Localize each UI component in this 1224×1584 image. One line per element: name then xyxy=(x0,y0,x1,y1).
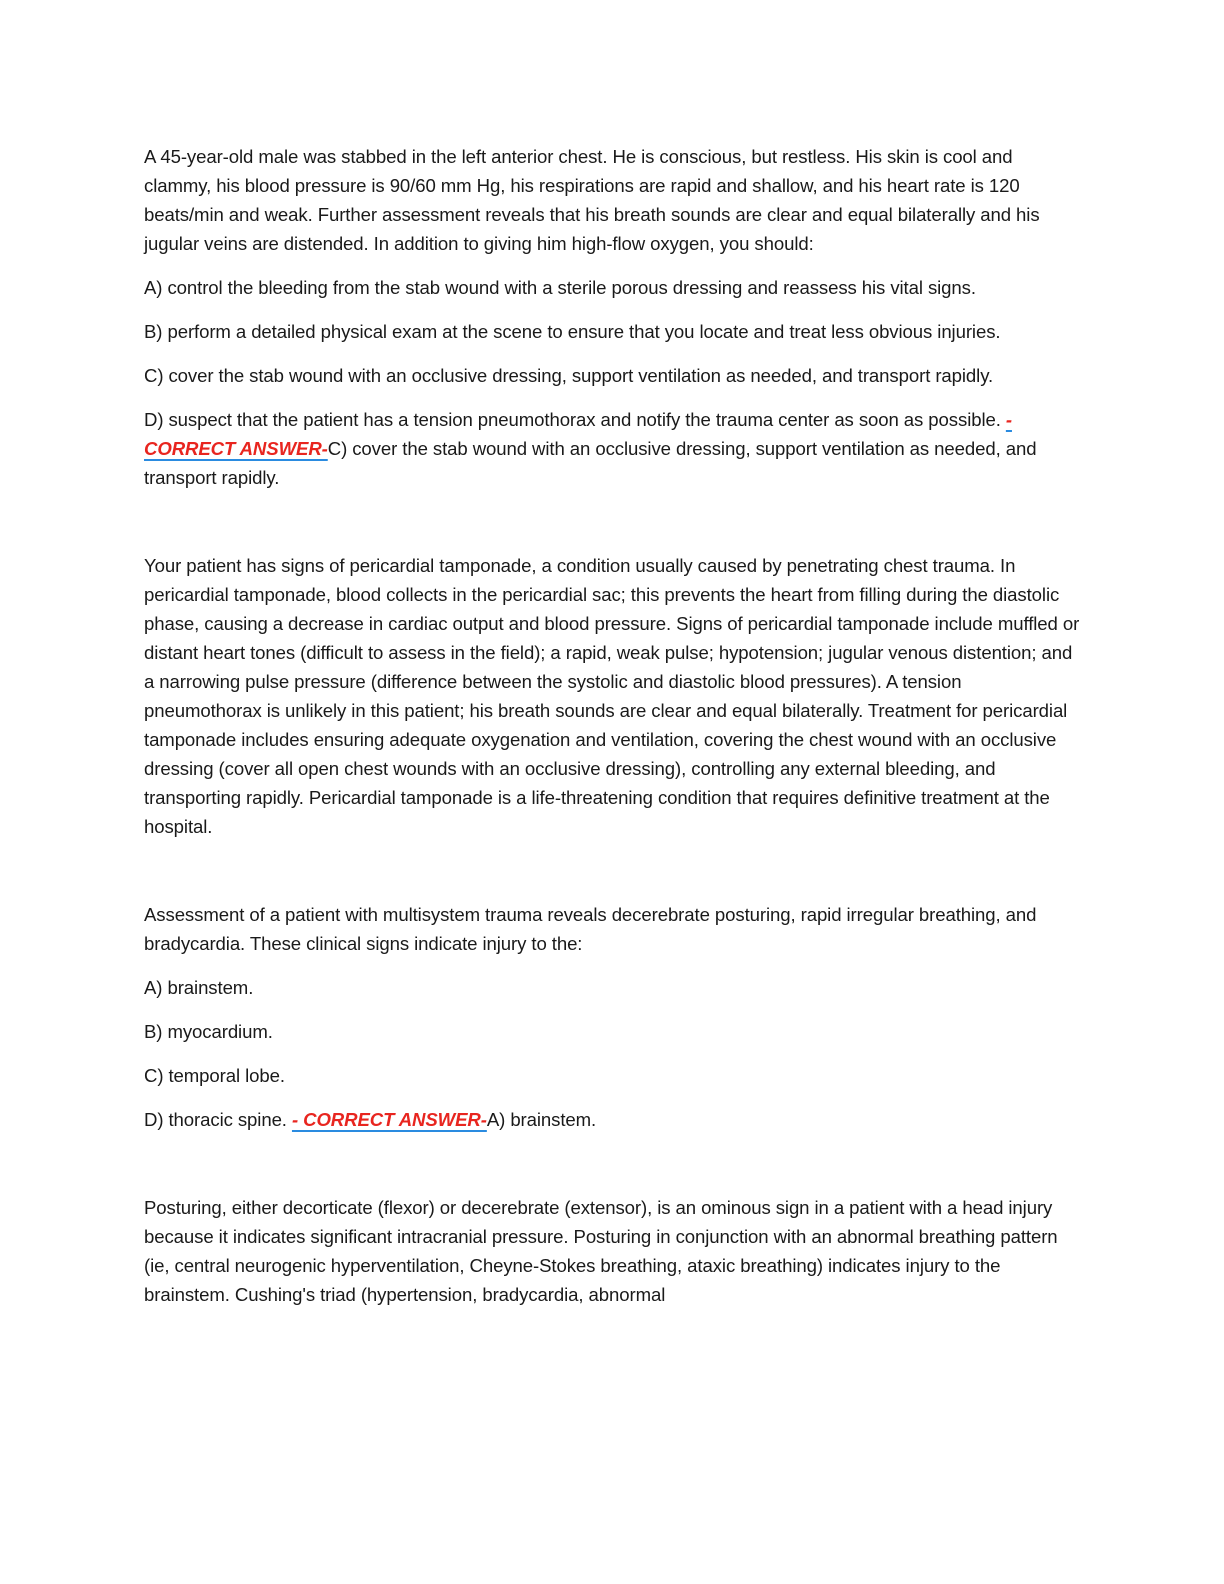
question-1-option-d: D) suspect that the patient has a tension pneumothorax and notify the trauma center as soon as possible. xyxy=(144,409,1006,430)
question-2-option-c: C) temporal lobe. xyxy=(144,1065,285,1086)
spacer xyxy=(144,856,1084,900)
question-1-option-a: A) control the bleeding from the stab wound with a sterile porous dressing and reassess his vital signs. xyxy=(144,277,976,298)
question-1-option-d-with-answer xyxy=(144,405,1084,492)
spacer xyxy=(144,507,1084,551)
question-2-explanation: Posturing, either decorticate (flexor) or decerebrate (extensor), is an ominous sign in a patient with a head injury because it indicates significant intracranial pressure. Posturing in conjunction with an abnormal breathing pattern (ie, central neurogenic hyperventilation, Cheyne-Stokes breathing, ataxic breathing) indicates injury to the brainstem. Cushing's triad (hypertension, bradycardia, abnormal xyxy=(144,1197,1058,1305)
question-2-option-d-with-answer xyxy=(144,1105,1084,1134)
question-2-option-a: A) brainstem. xyxy=(144,977,254,998)
question-1-explanation: Your patient has signs of pericardial tamponade, a condition usually caused by penetrating chest trauma. In pericardial tamponade, blood collects in the pericardial sac; this prevents the heart from filling during the diastolic phase, causing a decrease in cardiac output and blood pressure. Signs of pericardial tamponade include muffled or distant heart tones (difficult to assess in the field); a rapid, weak pulse; hypotension; jugular venous distention; and a narrowing pulse pressure (difference between the systolic and diastolic blood pressures). A tension pneumothorax is unlikely in this patient; his breath sounds are clear and equal bilaterally. Treatment for pericardial tamponade includes ensuring adequate oxygenation and ventilation, covering the chest wound with an occlusive dressing (cover all open chest wounds with an occlusive dressing), controlling any external bleeding, and transporting rapidly. Pericardial tamponade is a life-threatening condition that requires definitive treatment at the hospital. xyxy=(144,555,1080,837)
question-1-answer: C) cover the stab wound with an occlusive dressing, support ventilation as needed, and transport rapidly. xyxy=(144,438,1037,488)
question-2-stem: Assessment of a patient with multisystem trauma reveals decerebrate posturing, rapid irregular breathing, and bradycardia. These clinical signs indicate injury to the: xyxy=(144,904,1037,954)
correct-answer-tag: - CORRECT ANSWER- xyxy=(144,409,1012,459)
question-1-option-c: C) cover the stab wound with an occlusive dressing, support ventilation as needed, and transport rapidly. xyxy=(144,365,994,386)
question-1-option-b: B) perform a detailed physical exam at the scene to ensure that you locate and treat less obvious injuries. xyxy=(144,321,1001,342)
question-2-option-b: B) myocardium. xyxy=(144,1021,273,1042)
correct-answer-tag: - CORRECT ANSWER- xyxy=(291,1109,487,1130)
question-2-option-d: D) thoracic spine. xyxy=(144,1109,292,1130)
document-page xyxy=(144,142,1084,1324)
question-2-answer: A) brainstem. xyxy=(486,1109,597,1130)
question-1-stem: A 45-year-old male was stabbed in the left anterior chest. He is conscious, but restless. His skin is cool and clammy, his blood pressure is 90/60 mm Hg, his respirations are rapid and shallow, and his heart rate is 120 beats/min and weak. Further assessment reveals that his breath sounds are clear and equal bilaterally and his jugular veins are distended. In addition to giving him high-flow oxygen, you should: xyxy=(144,146,1040,254)
spacer xyxy=(144,1149,1084,1193)
